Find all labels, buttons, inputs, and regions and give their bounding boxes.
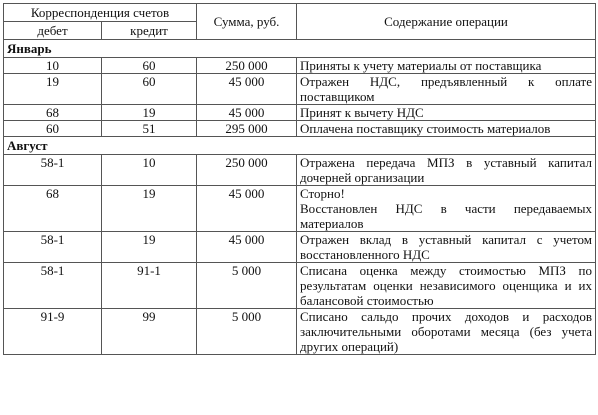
header-amount: Сумма, руб.	[197, 4, 297, 40]
table-row	[4, 232, 596, 263]
content-cell	[297, 232, 596, 263]
debit-cell: 68	[4, 186, 102, 232]
amount-cell: 250 000	[197, 58, 297, 74]
credit-cell: 99	[102, 309, 197, 355]
table-header	[4, 4, 596, 40]
content-line: Принят к вычету НДС	[300, 105, 424, 120]
section-month: Январь	[4, 40, 596, 58]
table-row	[4, 105, 596, 121]
table-row	[4, 58, 596, 74]
content-line: Приняты к учету материалы от поставщика	[300, 58, 542, 73]
amount-cell: 5 000	[197, 263, 297, 309]
content-cell	[297, 263, 596, 309]
section-row	[4, 137, 596, 155]
table-row	[4, 263, 596, 309]
amount-cell: 45 000	[197, 105, 297, 121]
content-line: Восстановлен НДС в части передаваемых материалов	[300, 201, 593, 231]
debit-cell: 10	[4, 58, 102, 74]
content-cell	[297, 309, 596, 355]
content-cell	[297, 105, 596, 121]
operations-table	[3, 3, 596, 355]
amount-cell: 295 000	[197, 121, 297, 137]
content-line: Сторно!	[300, 186, 345, 201]
content-line: Списано сальдо прочих доходов и расходов заключительными оборотами месяца (без учета других операций)	[300, 309, 593, 354]
credit-cell: 91-1	[102, 263, 197, 309]
content-cell	[297, 155, 596, 186]
credit-cell: 60	[102, 58, 197, 74]
header-content: Содержание операции	[297, 4, 596, 40]
content-line: Оплачена поставщику стоимость материалов	[300, 121, 551, 136]
content-line: Отражена передача МПЗ в уставный капитал дочерней организации	[300, 155, 593, 185]
content-cell	[297, 58, 596, 74]
header-credit: кредит	[102, 22, 197, 40]
content-line: Отражен вклад в уставный капитал с учетом восстановленного НДС	[300, 232, 593, 262]
credit-cell: 60	[102, 74, 197, 105]
debit-cell: 60	[4, 121, 102, 137]
table-row	[4, 155, 596, 186]
debit-cell: 58-1	[4, 263, 102, 309]
section-month: Август	[4, 137, 596, 155]
credit-cell: 19	[102, 105, 197, 121]
content-line: Списана оценка между стоимостью МПЗ по результатам оценки независимого оценщика и их балансовой стоимостью	[300, 263, 593, 308]
content-cell	[297, 186, 596, 232]
debit-cell: 19	[4, 74, 102, 105]
amount-cell: 45 000	[197, 232, 297, 263]
table-row	[4, 309, 596, 355]
debit-cell: 58-1	[4, 155, 102, 186]
credit-cell: 19	[102, 186, 197, 232]
amount-cell: 45 000	[197, 74, 297, 105]
debit-cell: 58-1	[4, 232, 102, 263]
content-cell	[297, 74, 596, 105]
credit-cell: 10	[102, 155, 197, 186]
amount-cell: 45 000	[197, 186, 297, 232]
header-debit: дебет	[4, 22, 102, 40]
content-cell	[297, 121, 596, 137]
table-row	[4, 74, 596, 105]
credit-cell: 51	[102, 121, 197, 137]
section-row	[4, 40, 596, 58]
table-row	[4, 121, 596, 137]
table-body	[4, 40, 596, 355]
header-correspondence: Корреспонденция счетов	[4, 4, 197, 22]
amount-cell: 5 000	[197, 309, 297, 355]
content-line: Отражен НДС, предъявленный к оплате поставщиком	[300, 74, 593, 104]
debit-cell: 91-9	[4, 309, 102, 355]
table-row	[4, 186, 596, 232]
amount-cell: 250 000	[197, 155, 297, 186]
debit-cell: 68	[4, 105, 102, 121]
credit-cell: 19	[102, 232, 197, 263]
